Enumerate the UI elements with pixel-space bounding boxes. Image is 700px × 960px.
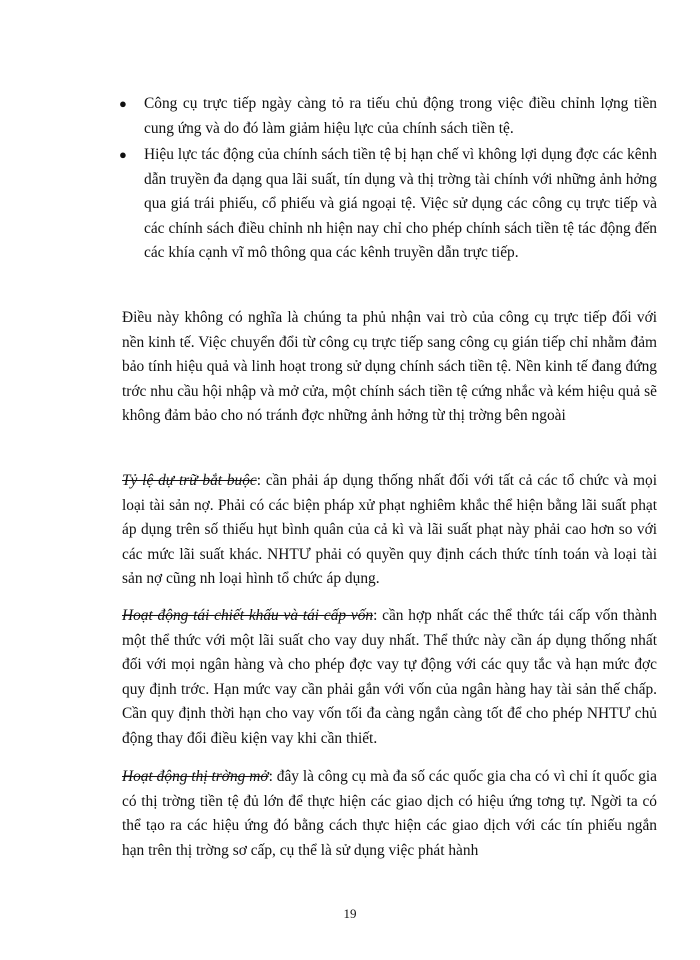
paragraph-rediscount <box>122 604 657 751</box>
bullet-text: Hiệu lực tác động của chính sách tiền tệ bị hạn chế vì không lợi dụng đợc các kênh dẫn truyền đa dạng qua lãi suất, tín dụng và thị trờng tài chính với những ảnh hởng qua giá trái phiếu, cổ phiếu và giá ngoại tệ. Việc sử dụng các công cụ trực tiếp và các chính sách điều chỉnh nh hiện nay chỉ cho phép chính sách tiền tệ tác động đến các khía cạnh vĩ mô thông qua các kênh truyền dẫn trực tiếp. <box>144 146 657 261</box>
paragraph-text: : cần hợp nhất các thể thức tái cấp vốn thành một thể thức với một lãi suất cho vay duy nhất. Thể thức này cần áp dụng thống nhất đối với mọi ngân hàng và cho phép đợc vay tự động với các quy tắc và hạn mức đợc quy định trớc. Hạn mức vay cần phải gắn với vốn của ngân hàng hay tài sản thế chấp. Cần quy định thời hạn cho vay vốn tối đa càng ngắn càng tốt để cho phép NHTƯ chủ động thay đổi điều kiện vay khi cần thiết. <box>122 607 657 747</box>
paragraph-lead: Tỷ lệ dự trữ bắt buộc <box>122 472 257 489</box>
bullet-text: Công cụ trực tiếp ngày càng tỏ ra tiếu chủ động trong việc điều chỉnh lợng tiền cung ứng và do đó làm giảm hiệu lực của chính sách tiền tệ. <box>144 95 657 137</box>
bullet-item <box>117 143 657 266</box>
paragraph-role-of-direct-tools <box>122 306 657 429</box>
bullet-list <box>117 92 657 266</box>
paragraph-lead: Hoạt động tái chiết khấu và tái cấp vốn <box>122 607 374 624</box>
paragraph-reserve-ratio <box>122 469 657 592</box>
bullet-item <box>117 92 657 141</box>
paragraph-text: : đây là công cụ mà đa số các quốc gia cha có vì chỉ ít quốc gia có thị trờng tiền tệ đủ lớn để thực hiện các giao dịch có hiệu ứng tơng tự. Ngời ta có thể tạo ra các hiệu ứng đó bằng cách thực hiện các giao dịch với các tín phiếu ngắn hạn trên thị trờng sơ cấp, cụ thể là sử dụng việc phát hành <box>122 768 657 859</box>
bullet-icon: ● <box>119 96 127 111</box>
bullet-icon: ● <box>119 147 127 162</box>
paragraph-text: Điều này không có nghĩa là chúng ta phủ nhận vai trò của công cụ trực tiếp đối với nền kinh tế. Việc chuyển đổi từ công cụ trực tiếp sang công cụ gián tiếp chỉ nhằm đảm bảo tính hiệu quả và linh hoạt trong sử dụng chính sách tiền tệ. Nền kinh tế đang đứng trớc nhu cầu hội nhập và mở cửa, một chính sách tiền tệ cứng nhắc và kém hiệu quả sẽ không đảm bảo cho nó tránh đợc những ảnh hởng từ thị trờng bên ngoài <box>122 309 657 424</box>
paragraph-text: : cần phải áp dụng thống nhất đối với tất cả các tổ chức và mọi loại tài sản nợ. Phải có các biện pháp xử phạt nghiêm khắc thể hiện bằng lãi suất phạt áp dụng trên số thiếu hụt bình quân của cả kì và lãi suất phạt này phải cao hơn so với các mức lãi suất khác. NHTƯ phải có quyền quy định cách thức tính toán và loại tài sản nợ cũng nh loại hình tổ chức áp dụng. <box>122 472 657 587</box>
page-number: 19 <box>343 906 357 921</box>
paragraph-lead: Hoạt động thị trờng mở <box>122 768 269 785</box>
paragraph-open-market <box>122 765 657 863</box>
